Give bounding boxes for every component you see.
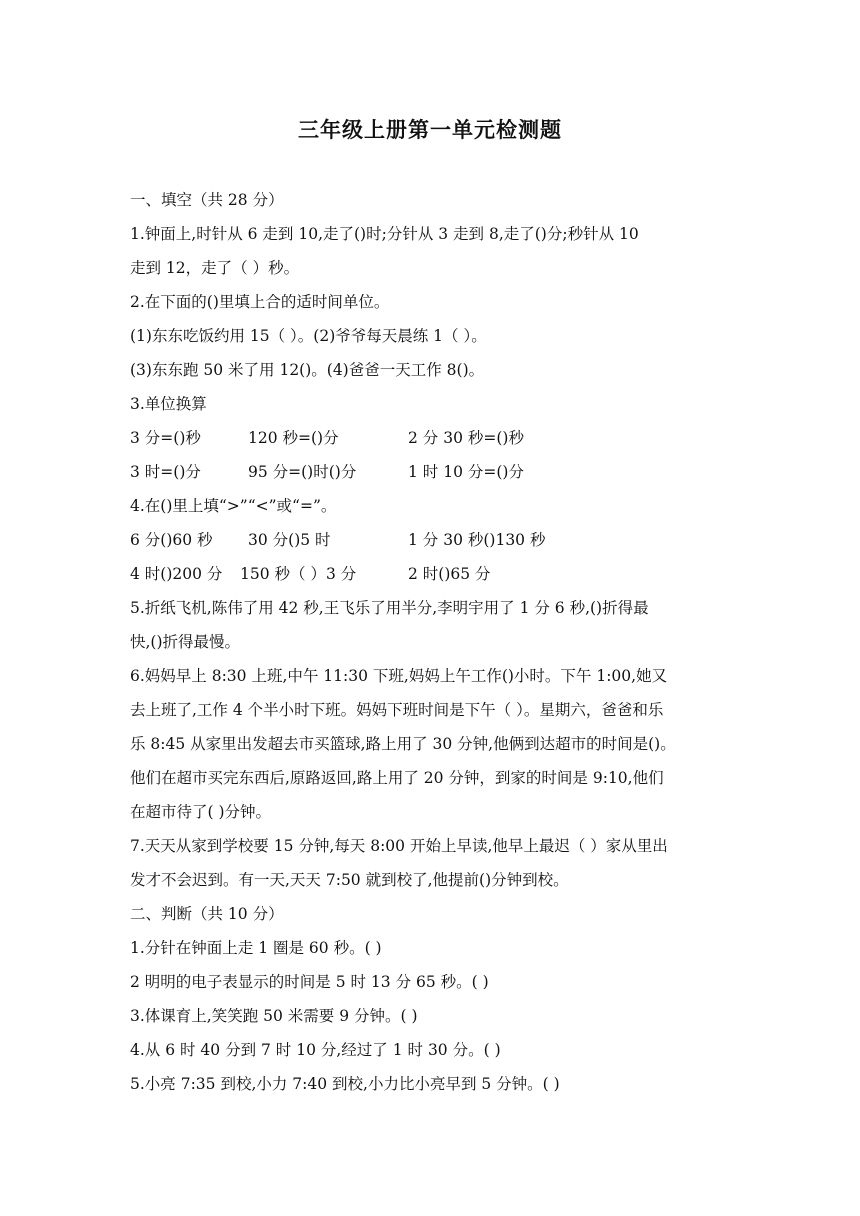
question-4: 4.在()里上填“>”“<”或“=”。 — [130, 497, 337, 515]
question-2: 2.在下面的()里填上合的适时间单位。 — [130, 293, 390, 311]
judgement-item-2: 2 明明的电子表显示的时间是 5 时 13 分 65 秒。( ) — [130, 973, 489, 991]
question-1-line-1: 1.钟面上,时针从 6 走到 10,走了()时;分针从 3 走到 8,走了()分;秒针从 10 — [130, 225, 639, 243]
question-3-row-1-item-3: 2 分 30 秒=()秒 — [408, 429, 524, 447]
question-2-line-1: (1)东东吃饭约用 15（ ）。(2)爷爷每天晨练 1（ ）。 — [130, 327, 487, 345]
question-5-line-1: 5.折纸飞机,陈伟了用 42 秒,王飞乐了用半分,李明宇用了 1 分 6 秒,()折得最 — [130, 599, 649, 617]
section-2-heading: 二、判断（共 10 分） — [130, 905, 284, 923]
question-6-line-3: 乐 8:45 从家里出发超去市买篮球,路上用了 30 分钟,他俩到达超市的时间是()。 — [130, 735, 676, 753]
question-3-row-2-item-2: 95 分=()时()分 — [248, 463, 357, 481]
question-6-line-2: 去上班了,工作 4 个半小时下班。妈妈下班时间是下午（ ）。星期六，爸爸和乐 — [130, 701, 664, 719]
question-3-row-2-item-3: 1 时 10 分=()分 — [408, 463, 524, 481]
question-3-row-1-item-1: 3 分=()秒 — [130, 429, 201, 447]
question-7-line-1: 7.天天从家到学校要 15 分钟,每天 8:00 开始上早读,他早上最迟（ ）家从里出 — [130, 837, 668, 855]
question-6-line-5: 在超市待了( )分钟。 — [130, 803, 272, 821]
judgement-item-4: 4.从 6 时 40 分到 7 时 10 分,经过了 1 时 30 分。( ) — [130, 1041, 501, 1059]
section-1-heading: 一、填空（共 28 分） — [130, 191, 284, 209]
question-4-row-1-item-2: 30 分()5 时 — [248, 531, 331, 549]
question-5-line-2: 快,()折得最慢。 — [130, 633, 241, 651]
question-4-row-1-item-1: 6 分()60 秒 — [130, 531, 213, 549]
question-3-row-1-item-2: 120 秒=()分 — [248, 429, 339, 447]
judgement-item-5: 5.小亮 7:35 到校,小力 7:40 到校,小力比小亮早到 5 分钟。( ) — [130, 1075, 560, 1093]
question-3: 3.单位换算 — [130, 395, 207, 413]
judgement-item-1: 1.分针在钟面上走 1 圈是 60 秒。( ) — [130, 939, 382, 957]
question-3-row-2-item-1: 3 时=()分 — [130, 463, 201, 481]
judgement-item-3: 3.体课育上,笑笑跑 50 米需要 9 分钟。( ) — [130, 1007, 418, 1025]
page-title: 三年级上册第一单元检测题 — [298, 118, 562, 142]
question-4-row-2-item-2: 150 秒（ ）3 分 — [240, 565, 357, 583]
question-2-line-2: (3)东东跑 50 米了用 12()。(4)爸爸一天工作 8()。 — [130, 361, 485, 379]
question-4-row-1-item-3: 1 分 30 秒()130 秒 — [408, 531, 546, 549]
question-6-line-4: 他们在超市买完东西后,原路返回,路上用了 20 分钟，到家的时间是 9:10,他们 — [130, 769, 664, 787]
question-4-row-2-item-1: 4 时()200 分 — [130, 565, 223, 583]
question-1-line-2: 走到 12，走了（ ）秒。 — [130, 259, 300, 277]
question-6-line-1: 6.妈妈早上 8:30 上班,中午 11:30 下班,妈妈上午工作()小时。下午 1:00,她又 — [130, 667, 668, 685]
question-4-row-2-item-3: 2 时()65 分 — [408, 565, 491, 583]
question-7-line-2: 发才不会迟到。有一天,天天 7:50 就到校了,他提前()分钟到校。 — [130, 871, 569, 889]
